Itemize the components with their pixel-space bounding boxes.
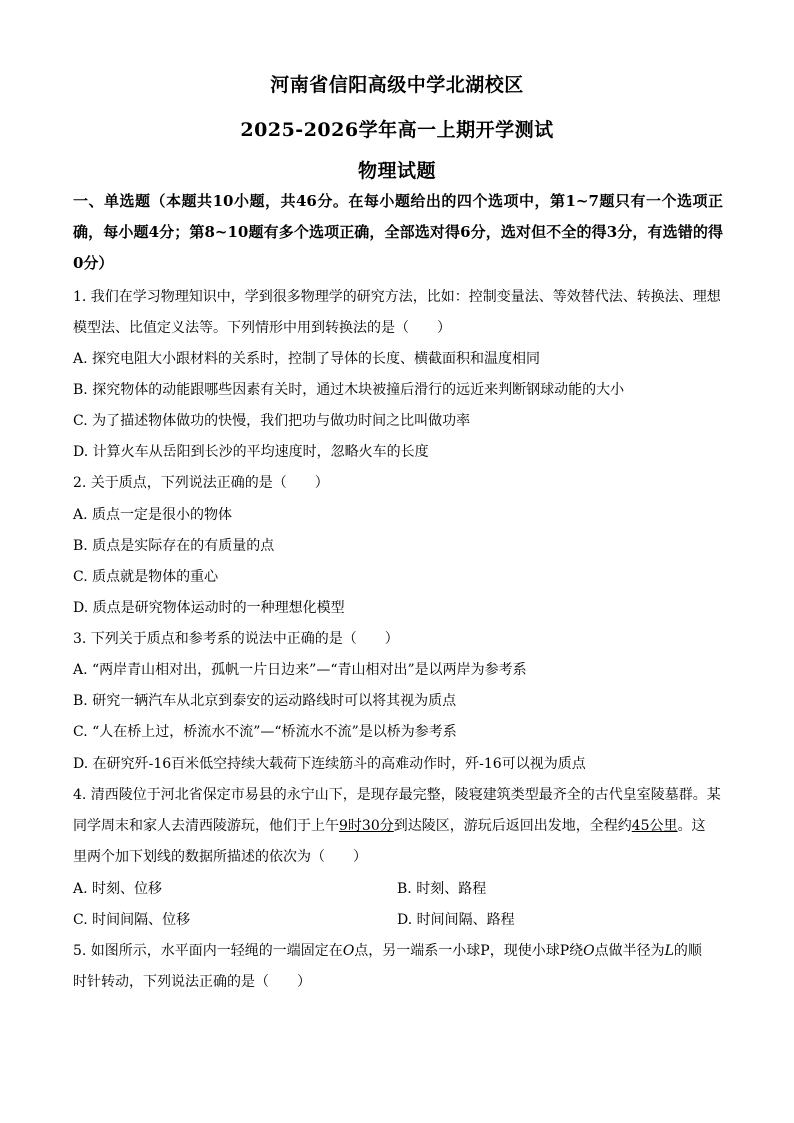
q4-text-b: 到达陵区，游玩后返回出发地，全程约 xyxy=(393,818,632,834)
exam-title: 2025-2026学年高一上期开学测试 xyxy=(240,119,554,141)
q1-option-a: A. 探究电阻大小跟材料的关系时，控制了导体的长度、横截面积和温度相同 xyxy=(73,351,541,367)
q4-text-c: 。这 xyxy=(677,818,706,834)
q4-option-d: D. 时间间隔、路程 xyxy=(397,912,515,928)
q2-stem: 2. 关于质点，下列说法正确的是（ ） xyxy=(73,475,329,491)
q1-stem-line2: 模型法、比值定义法等。下列情形中用到转换法的是（ ） xyxy=(73,320,451,336)
q3-option-b: B. 研究一辆汽车从北京到泰安的运动路线时可以将其视为质点 xyxy=(73,693,457,709)
q5-stem-line1 xyxy=(73,941,702,961)
q2-option-b: B. 质点是实际存在的有质量的点 xyxy=(73,538,275,554)
q4-underlined-distance: 45公里 xyxy=(631,818,678,834)
q5-stem-line2: 时针转动，下列说法正确的是（ ） xyxy=(73,974,311,990)
q3-option-a: A. “两岸青山相对出，孤帆一片日边来”—“青山相对出”是以两岸为参考系 xyxy=(73,662,527,678)
q1-stem-line1: 1. 我们在学习物理知识中，学到很多物理学的研究方法，比如：控制变量法、等效替代法、转换法、理想 xyxy=(73,289,721,305)
q1-option-b: B. 探究物体的动能跟哪些因素有关时，通过木块被撞后滑行的远近来判断钢球动能的大小 xyxy=(73,382,625,398)
q4-text-a: 同学周末和家人去清西陵游玩，他们于上午 xyxy=(73,818,339,834)
q5-radius-l: L xyxy=(664,943,674,959)
q4-option-c: C. 时间间隔、位移 xyxy=(73,912,191,928)
q2-option-c: C. 质点就是物体的重心 xyxy=(73,569,219,585)
q4-underlined-time: 9时30分 xyxy=(339,818,394,834)
q3-option-c: C. “人在桥上过，桥流水不流”—“桥流水不流”是以桥为参考系 xyxy=(73,724,457,740)
section-heading: 一、单选题（本题共10小题，共46分。在每小题给出的四个选项中，第1~7题只有一个选项正确，每小题4分；第8~10题有多个选项正确，全部选对得6分，选对但不全的得3分，有选错的得0分） xyxy=(73,192,723,272)
q4-stem-line1: 4. 清西陵位于河北省保定市易县的永宁山下，是现存最完整，陵寝建筑类型最齐全的古代皇室陵墓群。某 xyxy=(73,787,721,803)
q2-option-a: A. 质点一定是很小的物体 xyxy=(73,507,233,523)
q4-option-b: B. 时刻、路程 xyxy=(397,881,487,897)
q2-option-d: D. 质点是研究物体运动时的一种理想化模型 xyxy=(73,600,345,616)
q5-point-o-2: O xyxy=(583,943,595,959)
q5-text-a: 5. 如图所示，水平面内一轻绳的一端固定在 xyxy=(73,943,343,959)
school-title: 河南省信阳高级中学北湖校区 xyxy=(270,74,524,96)
q4-stem-line3: 里两个加下划线的数据所描述的依次为（ ） xyxy=(73,849,367,865)
q5-text-b: 点，另一端系一小球P，现使小球P绕 xyxy=(354,943,584,959)
q4-option-a: A. 时刻、位移 xyxy=(73,881,163,897)
q5-text-d: 的顺 xyxy=(673,943,702,959)
q1-option-c: C. 为了描述物体做功的快慢，我们把功与做功时间之比叫做功率 xyxy=(73,413,471,429)
q5-point-o: O xyxy=(342,943,355,959)
q4-stem-line2 xyxy=(73,816,706,836)
q3-option-d: D. 在研究歼-16百米低空持续大载荷下连续筋斗的高难动作时，歼-16可以视为质点 xyxy=(73,756,586,772)
q1-option-d: D. 计算火车从岳阳到长沙的平均速度时，忽略火车的长度 xyxy=(73,444,429,460)
subject-title: 物理试题 xyxy=(357,160,436,182)
q5-text-c: 点做半径为 xyxy=(594,943,665,959)
q3-stem: 3. 下列关于质点和参考系的说法中正确的是（ ） xyxy=(73,631,399,647)
